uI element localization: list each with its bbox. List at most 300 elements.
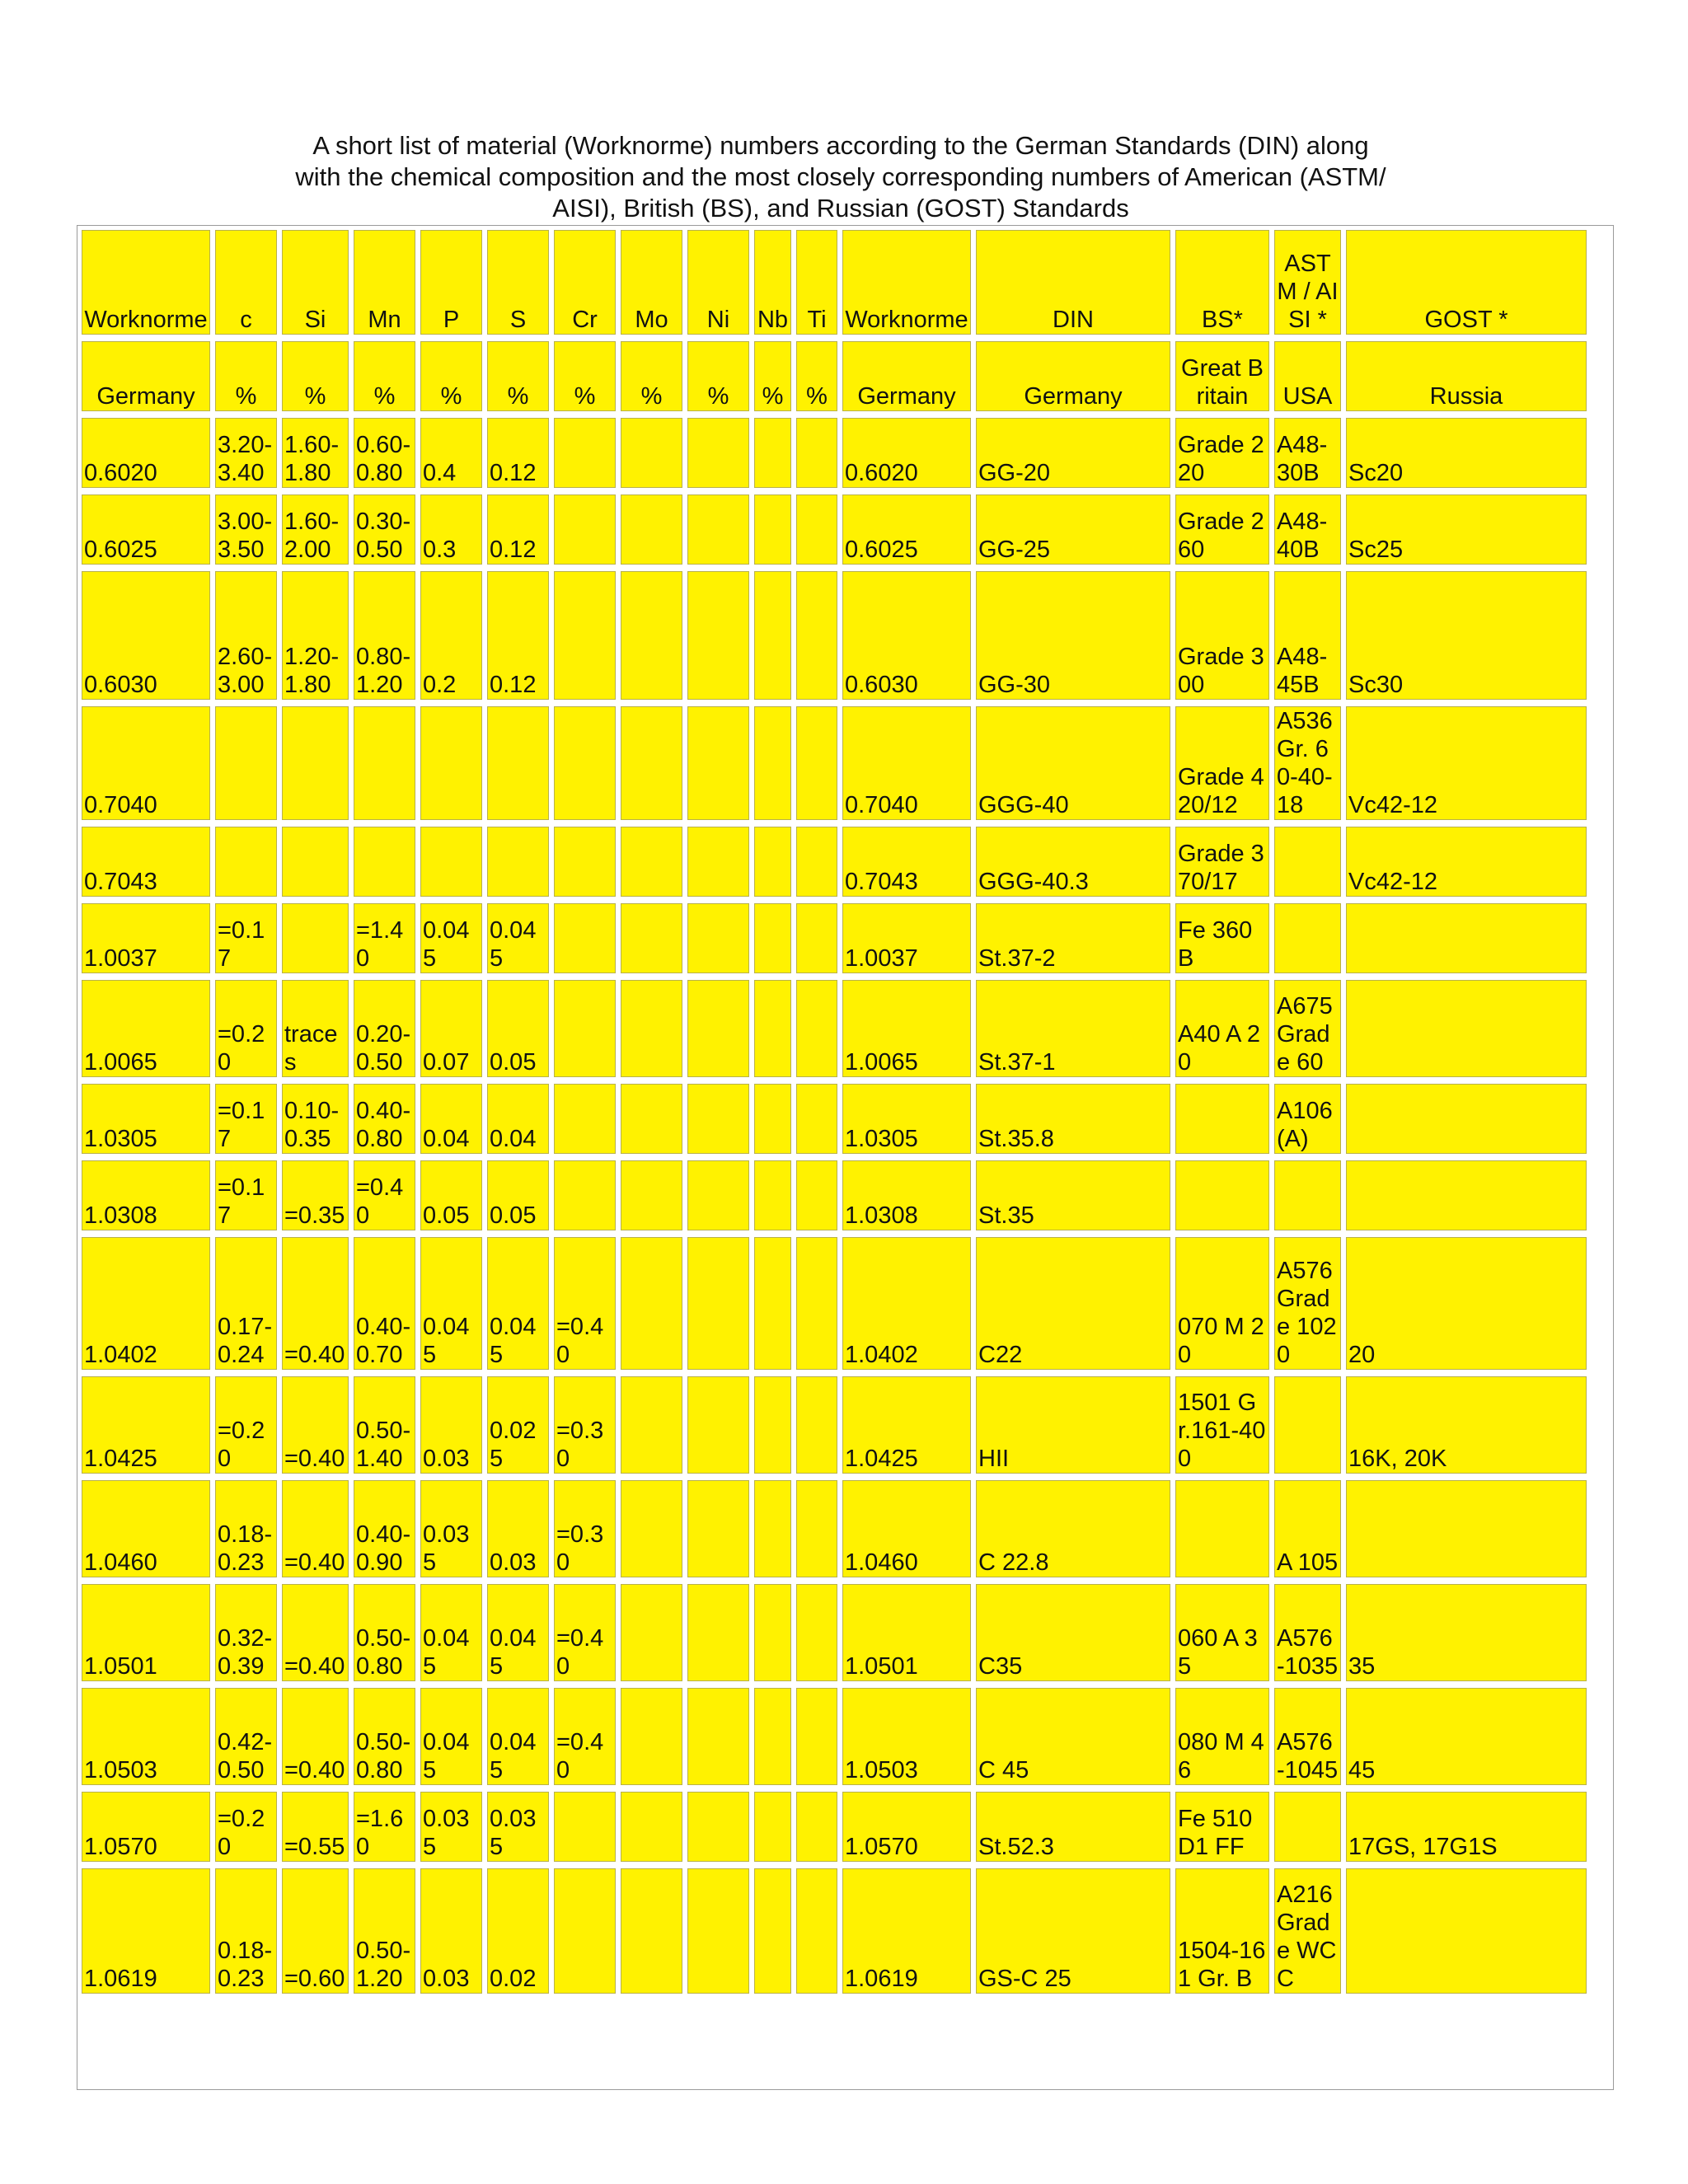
header-row [82, 1160, 1587, 1230]
cell-mn: =1.40 [354, 903, 415, 973]
header-row [82, 1688, 1587, 1785]
cell-nb [754, 903, 791, 973]
cell-worknorme-2: 1.0065 [842, 980, 971, 1077]
cell-gost: 35 [1346, 1584, 1587, 1681]
cell-din: GGG-40.3 [976, 827, 1170, 897]
cell-din: GG-20 [976, 418, 1170, 488]
cell-bs: 1504-161 Gr. B [1175, 1868, 1269, 1994]
cell-worknorme-2: 0.6030 [842, 571, 971, 700]
cell-mo [621, 1160, 682, 1230]
header-row [82, 571, 1587, 700]
cell-mn: 0.50-1.20 [354, 1868, 415, 1994]
cell-worknorme: 1.0308 [82, 1160, 210, 1230]
cell-gost: 45 [1346, 1688, 1587, 1785]
cell-nb [754, 706, 791, 820]
cell-worknorme: 1.0065 [82, 980, 210, 1077]
cell-gost: Sc30 [1346, 571, 1587, 700]
cell-bs: Grade 420/12 [1175, 706, 1269, 820]
cell-astm-aisi: A48-30B [1274, 418, 1341, 488]
cell-worknorme-2: 0.7040 [842, 706, 971, 820]
cell-c: c [215, 230, 277, 335]
cell-worknorme-2: 0.6025 [842, 494, 971, 565]
cell-si: =0.55 [282, 1792, 349, 1862]
cell-astm-aisi: USA [1274, 341, 1341, 411]
cell-cr [554, 571, 616, 700]
cell-worknorme: 0.6025 [82, 494, 210, 565]
cell-p: 0.3 [420, 494, 482, 565]
cell-nb [754, 1868, 791, 1994]
cell-worknorme: 1.0037 [82, 903, 210, 973]
cell-cr: =0.40 [554, 1237, 616, 1370]
cell-p: 0.03 [420, 1868, 482, 1994]
header-row [82, 1480, 1587, 1577]
cell-cr [554, 1792, 616, 1862]
cell-p: % [420, 341, 482, 411]
cell-s: 0.045 [487, 1237, 549, 1370]
cell-ni [687, 1160, 749, 1230]
cell-ti [796, 1084, 837, 1154]
cell-mn: Mn [354, 230, 415, 335]
cell-din: GGG-40 [976, 706, 1170, 820]
cell-mn: 0.50-0.80 [354, 1688, 415, 1785]
cell-gost [1346, 980, 1587, 1077]
cell-mo [621, 1480, 682, 1577]
cell-nb [754, 1084, 791, 1154]
cell-c: 0.32-0.39 [215, 1584, 277, 1681]
cell-ti [796, 1237, 837, 1370]
material-table [77, 230, 1592, 1994]
cell-din: St.37-2 [976, 903, 1170, 973]
cell-cr [554, 494, 616, 565]
cell-din: St.35 [976, 1160, 1170, 1230]
cell-bs: BS* [1175, 230, 1269, 335]
cell-cr [554, 980, 616, 1077]
cell-mn: 0.40-0.70 [354, 1237, 415, 1370]
cell-gost: 20 [1346, 1237, 1587, 1370]
cell-si: =0.40 [282, 1237, 349, 1370]
cell-s [487, 706, 549, 820]
cell-ni [687, 1584, 749, 1681]
cell-p: 0.045 [420, 1584, 482, 1681]
cell-astm-aisi: A106 (A) [1274, 1084, 1341, 1154]
cell-astm-aisi [1274, 1792, 1341, 1862]
cell-gost: Vc42-12 [1346, 827, 1587, 897]
cell-c: =0.20 [215, 1792, 277, 1862]
cell-mn: 0.80-1.20 [354, 571, 415, 700]
cell-worknorme: 0.7040 [82, 706, 210, 820]
cell-si: traces [282, 980, 349, 1077]
cell-bs [1175, 1084, 1269, 1154]
cell-gost: Sc25 [1346, 494, 1587, 565]
cell-s [487, 827, 549, 897]
header-row [82, 1237, 1587, 1370]
cell-s: 0.05 [487, 980, 549, 1077]
cell-worknorme-2: 1.0503 [842, 1688, 971, 1785]
cell-s: 0.12 [487, 494, 549, 565]
header-row [82, 494, 1587, 565]
cell-worknorme: 1.0425 [82, 1376, 210, 1474]
header-row [82, 418, 1587, 488]
cell-mn: % [354, 341, 415, 411]
cell-mo [621, 980, 682, 1077]
cell-cr: =0.30 [554, 1480, 616, 1577]
cell-ti [796, 903, 837, 973]
cell-gost: 16K, 20K [1346, 1376, 1587, 1474]
cell-mo [621, 418, 682, 488]
cell-bs: A40 A 20 [1175, 980, 1269, 1077]
header-row [82, 341, 1587, 411]
cell-worknorme: Germany [82, 341, 210, 411]
cell-ti [796, 827, 837, 897]
header-row [82, 706, 1587, 820]
cell-worknorme-2: 1.0501 [842, 1584, 971, 1681]
cell-bs [1175, 1480, 1269, 1577]
cell-bs: Grade 370/17 [1175, 827, 1269, 897]
cell-cr: % [554, 341, 616, 411]
cell-ni [687, 1237, 749, 1370]
header-row [82, 1376, 1587, 1474]
cell-ni [687, 494, 749, 565]
cell-bs [1175, 1160, 1269, 1230]
cell-si: 1.60-2.00 [282, 494, 349, 565]
cell-mo [621, 1584, 682, 1681]
cell-mo [621, 1688, 682, 1785]
header-row [82, 903, 1587, 973]
cell-c: 0.18-0.23 [215, 1868, 277, 1994]
cell-worknorme-2: 1.0460 [842, 1480, 971, 1577]
cell-worknorme-2: Germany [842, 341, 971, 411]
title-line: A short list of material (Worknorme) numbers according to the German Standards (DIN) along [312, 131, 1369, 160]
cell-gost: Vc42-12 [1346, 706, 1587, 820]
cell-din: GG-25 [976, 494, 1170, 565]
cell-si: =0.40 [282, 1376, 349, 1474]
cell-astm-aisi [1274, 1160, 1341, 1230]
cell-si: =0.40 [282, 1480, 349, 1577]
cell-worknorme-2: 1.0570 [842, 1792, 971, 1862]
cell-p: 0.05 [420, 1160, 482, 1230]
cell-astm-aisi: A216 Grade WCC [1274, 1868, 1341, 1994]
cell-din: St.52.3 [976, 1792, 1170, 1862]
cell-cr [554, 1160, 616, 1230]
cell-c: 3.00-3.50 [215, 494, 277, 565]
cell-bs: Fe 510 D1 FF [1175, 1792, 1269, 1862]
cell-astm-aisi: A48-40B [1274, 494, 1341, 565]
header-row [82, 1584, 1587, 1681]
cell-ni [687, 1688, 749, 1785]
cell-astm-aisi: A576-1035 [1274, 1584, 1341, 1681]
cell-si [282, 903, 349, 973]
cell-mn [354, 827, 415, 897]
cell-ni [687, 903, 749, 973]
cell-p: P [420, 230, 482, 335]
cell-gost: Sc20 [1346, 418, 1587, 488]
cell-ni [687, 1792, 749, 1862]
cell-c: 0.17-0.24 [215, 1237, 277, 1370]
cell-bs: Grade 220 [1175, 418, 1269, 488]
cell-worknorme-2: 1.0305 [842, 1084, 971, 1154]
cell-si: =0.35 [282, 1160, 349, 1230]
cell-nb [754, 571, 791, 700]
cell-c [215, 827, 277, 897]
cell-s: 0.05 [487, 1160, 549, 1230]
cell-si: Si [282, 230, 349, 335]
cell-ni [687, 827, 749, 897]
cell-nb: % [754, 341, 791, 411]
cell-ti [796, 1376, 837, 1474]
cell-mo [621, 1376, 682, 1474]
cell-worknorme: 1.0305 [82, 1084, 210, 1154]
cell-s: 0.045 [487, 903, 549, 973]
cell-c: 2.60-3.00 [215, 571, 277, 700]
cell-bs: 070 M 20 [1175, 1237, 1269, 1370]
cell-mo: % [621, 341, 682, 411]
cell-din: GG-30 [976, 571, 1170, 700]
cell-s: 0.02 [487, 1868, 549, 1994]
cell-worknorme-2: 1.0402 [842, 1237, 971, 1370]
cell-mo [621, 1237, 682, 1370]
cell-worknorme: Worknorme [82, 230, 210, 335]
cell-s: 0.12 [487, 418, 549, 488]
cell-mo [621, 827, 682, 897]
cell-mn: 0.50-1.40 [354, 1376, 415, 1474]
cell-ti [796, 706, 837, 820]
cell-nb [754, 980, 791, 1077]
cell-ti [796, 1792, 837, 1862]
cell-si: 1.20-1.80 [282, 571, 349, 700]
cell-si [282, 827, 349, 897]
cell-nb [754, 1792, 791, 1862]
cell-p [420, 706, 482, 820]
cell-worknorme: 0.6020 [82, 418, 210, 488]
header-row [82, 980, 1587, 1077]
cell-nb [754, 494, 791, 565]
cell-ti [796, 980, 837, 1077]
cell-worknorme: 1.0460 [82, 1480, 210, 1577]
cell-mo [621, 903, 682, 973]
cell-p [420, 827, 482, 897]
cell-si: 0.10-0.35 [282, 1084, 349, 1154]
cell-mn: 0.50-0.80 [354, 1584, 415, 1681]
cell-ni [687, 1376, 749, 1474]
cell-c: 0.18-0.23 [215, 1480, 277, 1577]
cell-mn: 0.40-0.80 [354, 1084, 415, 1154]
cell-mo [621, 494, 682, 565]
cell-nb [754, 418, 791, 488]
cell-mo [621, 1868, 682, 1994]
cell-c: =0.17 [215, 1160, 277, 1230]
cell-mo: Mo [621, 230, 682, 335]
cell-s: 0.12 [487, 571, 549, 700]
title-line: AISI), British (BS), and Russian (GOST) Standards [552, 194, 1129, 223]
cell-ti [796, 1480, 837, 1577]
cell-ti [796, 1688, 837, 1785]
cell-worknorme-2: 1.0425 [842, 1376, 971, 1474]
cell-ni [687, 1084, 749, 1154]
cell-si: 1.60-1.80 [282, 418, 349, 488]
cell-mn [354, 706, 415, 820]
cell-astm-aisi [1274, 903, 1341, 973]
cell-c: 3.20-3.40 [215, 418, 277, 488]
cell-mn: 0.60-0.80 [354, 418, 415, 488]
cell-p: 0.045 [420, 1688, 482, 1785]
cell-p: 0.03 [420, 1376, 482, 1474]
cell-cr [554, 903, 616, 973]
cell-worknorme-2: 0.7043 [842, 827, 971, 897]
cell-worknorme: 1.0402 [82, 1237, 210, 1370]
cell-ni: Ni [687, 230, 749, 335]
cell-cr [554, 706, 616, 820]
cell-din: GS-C 25 [976, 1868, 1170, 1994]
cell-s: 0.04 [487, 1084, 549, 1154]
cell-astm-aisi: A576 Grade 1020 [1274, 1237, 1341, 1370]
cell-bs: 060 A 35 [1175, 1584, 1269, 1681]
cell-astm-aisi: A576-1045 [1274, 1688, 1341, 1785]
cell-gost [1346, 1084, 1587, 1154]
cell-ni [687, 418, 749, 488]
cell-c: 0.42-0.50 [215, 1688, 277, 1785]
cell-gost: 17GS, 17G1S [1346, 1792, 1587, 1862]
header-row [82, 1868, 1587, 1994]
cell-din: St.37-1 [976, 980, 1170, 1077]
cell-s: 0.03 [487, 1480, 549, 1577]
header-row [82, 230, 1587, 335]
cell-astm-aisi: A 105 [1274, 1480, 1341, 1577]
cell-bs: Grade 300 [1175, 571, 1269, 700]
title-line: with the chemical composition and the most closely corresponding numbers of American (ASTM/ [295, 162, 1386, 191]
cell-ti: Ti [796, 230, 837, 335]
cell-ni [687, 706, 749, 820]
cell-si: =0.60 [282, 1868, 349, 1994]
cell-bs: 1501 Gr.161-400 [1175, 1376, 1269, 1474]
cell-c: =0.17 [215, 903, 277, 973]
cell-s: 0.045 [487, 1584, 549, 1681]
cell-worknorme-2: 1.0037 [842, 903, 971, 973]
cell-mn: =0.40 [354, 1160, 415, 1230]
cell-si: =0.40 [282, 1584, 349, 1681]
cell-gost [1346, 903, 1587, 973]
cell-si [282, 706, 349, 820]
cell-c: =0.20 [215, 980, 277, 1077]
cell-nb [754, 1688, 791, 1785]
cell-ni [687, 980, 749, 1077]
cell-din: C 45 [976, 1688, 1170, 1785]
cell-nb [754, 1584, 791, 1681]
cell-astm-aisi [1274, 1376, 1341, 1474]
cell-c: =0.17 [215, 1084, 277, 1154]
cell-p: 0.045 [420, 903, 482, 973]
cell-worknorme: 1.0503 [82, 1688, 210, 1785]
cell-si: =0.40 [282, 1688, 349, 1785]
cell-worknorme-2: 1.0308 [842, 1160, 971, 1230]
cell-s: 0.045 [487, 1688, 549, 1785]
cell-c: % [215, 341, 277, 411]
cell-cr [554, 827, 616, 897]
cell-ti [796, 494, 837, 565]
cell-p: 0.04 [420, 1084, 482, 1154]
cell-worknorme-2: 1.0619 [842, 1868, 971, 1994]
cell-mn: =1.60 [354, 1792, 415, 1862]
cell-nb [754, 1376, 791, 1474]
cell-worknorme-2: 0.6020 [842, 418, 971, 488]
header-row [82, 827, 1587, 897]
cell-cr [554, 418, 616, 488]
cell-worknorme: 1.0619 [82, 1868, 210, 1994]
cell-astm-aisi: A48-45B [1274, 571, 1341, 700]
cell-cr [554, 1868, 616, 1994]
cell-nb [754, 1480, 791, 1577]
cell-gost: Russia [1346, 341, 1587, 411]
cell-cr: =0.30 [554, 1376, 616, 1474]
cell-bs: Great Britain [1175, 341, 1269, 411]
cell-gost [1346, 1160, 1587, 1230]
header-row [82, 1084, 1587, 1154]
cell-ti [796, 1584, 837, 1681]
cell-s: % [487, 341, 549, 411]
cell-cr: Cr [554, 230, 616, 335]
cell-p: 0.035 [420, 1480, 482, 1577]
cell-mo [621, 571, 682, 700]
cell-ti [796, 1868, 837, 1994]
cell-mo [621, 706, 682, 820]
cell-worknorme: 0.6030 [82, 571, 210, 700]
cell-ti [796, 418, 837, 488]
cell-ni [687, 571, 749, 700]
cell-nb [754, 1160, 791, 1230]
cell-mn: 0.30-0.50 [354, 494, 415, 565]
cell-bs: Grade 260 [1175, 494, 1269, 565]
cell-p: 0.4 [420, 418, 482, 488]
cell-cr: =0.40 [554, 1584, 616, 1681]
header-row [82, 1792, 1587, 1862]
cell-gost [1346, 1480, 1587, 1577]
cell-ti: % [796, 341, 837, 411]
cell-ni [687, 1868, 749, 1994]
cell-nb [754, 827, 791, 897]
cell-cr: =0.40 [554, 1688, 616, 1785]
cell-worknorme-2: Worknorme [842, 230, 971, 335]
cell-worknorme: 0.7043 [82, 827, 210, 897]
cell-mo [621, 1792, 682, 1862]
cell-nb [754, 1237, 791, 1370]
cell-din: C22 [976, 1237, 1170, 1370]
cell-astm-aisi: A675 Grade 60 [1274, 980, 1341, 1077]
cell-s: 0.035 [487, 1792, 549, 1862]
cell-ni [687, 1480, 749, 1577]
cell-gost [1346, 1868, 1587, 1994]
cell-din: HII [976, 1376, 1170, 1474]
cell-p: 0.035 [420, 1792, 482, 1862]
cell-astm-aisi: A536 Gr. 60-40-18 [1274, 706, 1341, 820]
cell-worknorme: 1.0501 [82, 1584, 210, 1681]
cell-s: 0.025 [487, 1376, 549, 1474]
cell-ti [796, 571, 837, 700]
cell-din: St.35.8 [976, 1084, 1170, 1154]
cell-p: 0.07 [420, 980, 482, 1077]
document-title [206, 130, 1475, 224]
cell-gost: GOST * [1346, 230, 1587, 335]
cell-mn: 0.20-0.50 [354, 980, 415, 1077]
cell-bs: 080 M 46 [1175, 1688, 1269, 1785]
cell-ti [796, 1160, 837, 1230]
cell-si: % [282, 341, 349, 411]
cell-astm-aisi: ASTM / AISI * [1274, 230, 1341, 335]
cell-ni: % [687, 341, 749, 411]
cell-s: S [487, 230, 549, 335]
cell-c [215, 706, 277, 820]
cell-nb: Nb [754, 230, 791, 335]
cell-mn: 0.40-0.90 [354, 1480, 415, 1577]
cell-p: 0.045 [420, 1237, 482, 1370]
